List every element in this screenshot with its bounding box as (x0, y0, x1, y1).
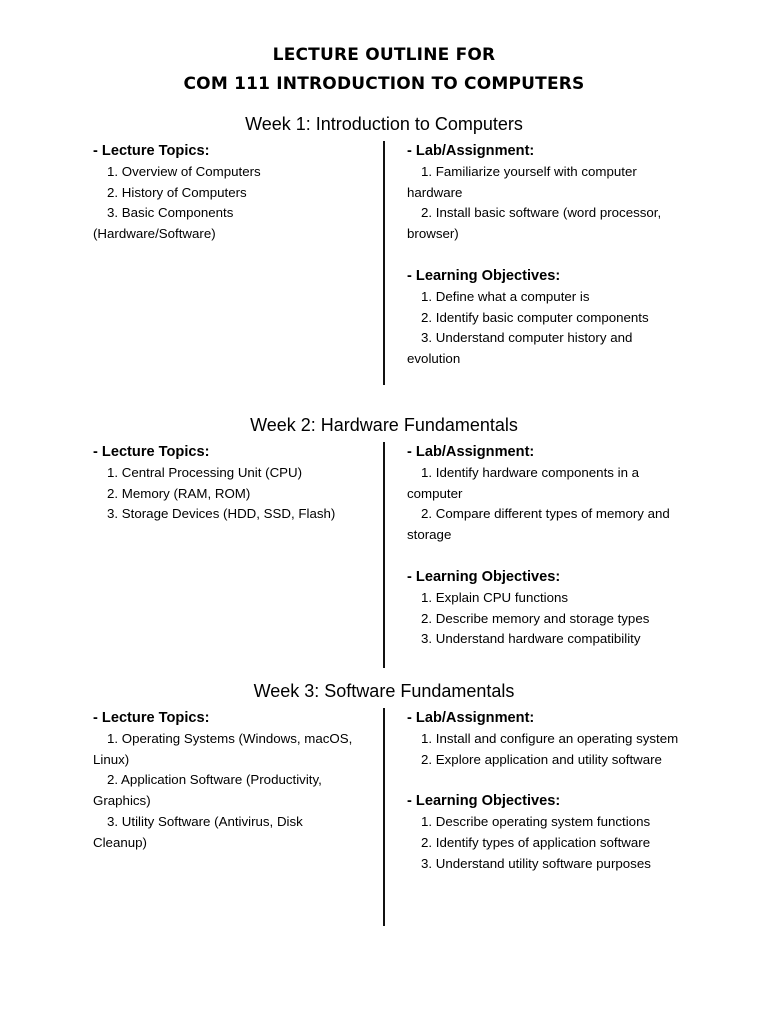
lecture-topic-item: 1. Central Processing Unit (CPU) (107, 465, 303, 480)
lecture-topics-heading: - Lecture Topics: (93, 444, 210, 460)
column-divider (383, 708, 385, 926)
lecture-topics-column (93, 141, 355, 245)
lecture-topic-item: 2. Memory (RAM, ROM) (107, 485, 251, 501)
lecture-topic-item: 3. Utility Software (Antivirus, Disk Cleanup) (93, 813, 303, 850)
document-title: LECTURE OUTLINE FOR (272, 45, 496, 65)
lab-objectives-column (407, 708, 682, 875)
lab-item: 1. Identify hardware components in a computer (407, 465, 640, 501)
lecture-topics-heading: - Lecture Topics: (93, 710, 210, 726)
column-divider (383, 141, 385, 385)
learning-objectives-heading: - Learning Objectives: (407, 793, 561, 810)
lab-objectives-column (407, 442, 682, 650)
lecture-topic-item: 2. History of Computers (107, 184, 247, 200)
lab-item: 1. Familiarize yourself with computer hardware (407, 164, 637, 200)
objective-item: 2. Describe memory and storage types (421, 610, 650, 626)
objective-item: 2. Identify types of application software (421, 835, 651, 851)
week-title: Week 2: Hardware Fundamentals (250, 415, 518, 435)
week-title: Week 3: Software Fundamentals (253, 681, 515, 701)
column-divider (383, 442, 385, 668)
lecture-topics-heading: - Lecture Topics: (93, 143, 210, 159)
objective-item: 1. Describe operating system functions (421, 814, 651, 830)
objective-item: 1. Explain CPU functions (421, 589, 569, 605)
lecture-topics-column (93, 442, 355, 525)
lab-objectives-column (407, 141, 682, 370)
lecture-topic-item: 3. Basic Components (Hardware/Software) (93, 205, 234, 242)
lab-assignment-heading: - Lab/Assignment: (407, 143, 535, 159)
spacer (407, 245, 682, 266)
objective-item: 3. Understand computer history and evolution (407, 330, 633, 366)
lab-assignment-heading: - Lab/Assignment: (407, 710, 535, 726)
lab-item: 2. Compare different types of memory and storage (407, 506, 670, 543)
lecture-topic-item: 3. Storage Devices (HDD, SSD, Flash) (107, 506, 336, 522)
lab-item: 1. Install and configure an operating system (421, 731, 679, 746)
learning-objectives-heading: - Learning Objectives: (407, 568, 561, 585)
lecture-topic-item: 1. Operating Systems (Windows, macOS, Linux) (93, 731, 353, 767)
objective-item: 3. Understand hardware compatibility (421, 631, 641, 647)
week-title: Week 1: Introduction to Computers (245, 114, 523, 134)
lab-item: 2. Explore application and utility software (421, 751, 662, 767)
lab-assignment-heading: - Lab/Assignment: (407, 444, 535, 460)
objective-item: 2. Identify basic computer components (421, 309, 649, 325)
lecture-topic-item: 2. Application Software (Productivity, Graphics) (93, 772, 322, 809)
learning-objectives-heading: - Learning Objectives: (407, 267, 561, 284)
spacer (407, 770, 682, 791)
lab-item: 2. Install basic software (word processor, browser) (407, 205, 662, 242)
lecture-topics-column (93, 708, 355, 853)
spacer (407, 546, 682, 567)
course-title: COM 111 INTRODUCTION TO COMPUTERS (183, 74, 585, 94)
objective-item: 3. Understand utility software purposes (421, 855, 651, 871)
objective-item: 1. Define what a computer is (421, 288, 590, 304)
lecture-topic-item: 1. Overview of Computers (107, 164, 261, 179)
